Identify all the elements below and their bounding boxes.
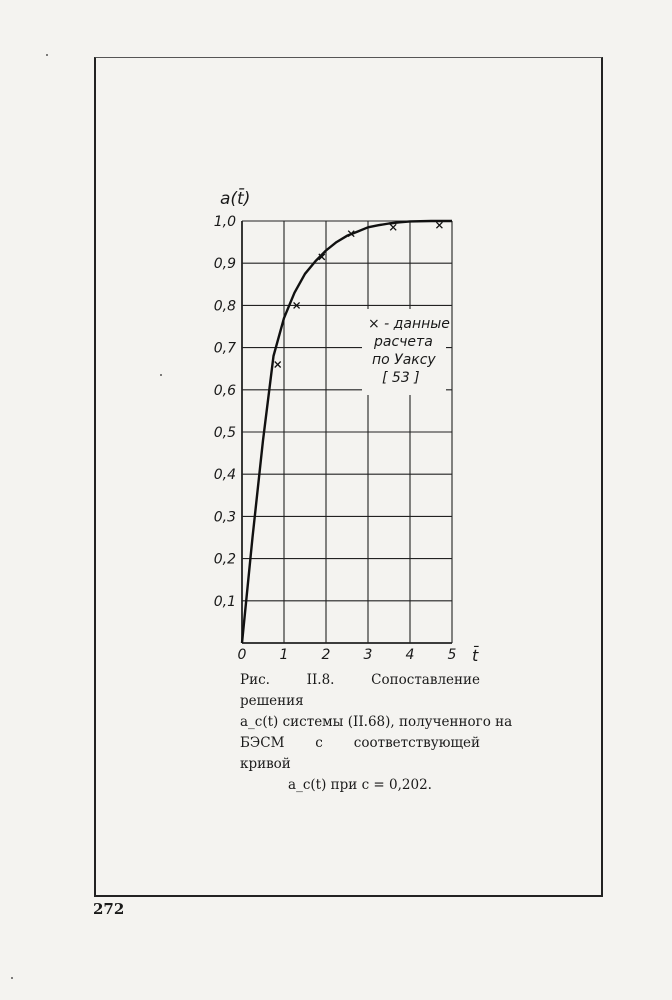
x-tick-label: 0	[237, 647, 247, 663]
legend-line-2: расчета	[374, 334, 433, 350]
y-tick-label: 0,6	[213, 382, 236, 399]
y-tick-label: 0,5	[213, 425, 236, 441]
chart-legend	[362, 309, 450, 395]
speck	[160, 374, 162, 376]
caption-line-2: a_c(t) системы (II.68), полученного на	[240, 714, 513, 730]
legend-line-1: × - данные	[368, 316, 450, 332]
caption-line-3: БЭСМ с соответствующей кривой	[240, 735, 480, 772]
x-axis-label: t̄	[472, 646, 479, 665]
y-tick-label: 0,7	[213, 340, 236, 357]
y-tick-label: 0,4	[213, 467, 236, 484]
y-tick-label: 0,2	[213, 551, 236, 568]
chart-grid	[242, 221, 452, 643]
y-tick-label: 0,1	[213, 593, 236, 610]
y-axis-label: a(t̄)	[220, 189, 251, 209]
data-point-x-marker	[436, 222, 442, 228]
y-tick-label: 1,0	[213, 214, 236, 230]
legend-line-4: [ 53 ]	[382, 370, 420, 386]
x-tick-label: 5	[447, 647, 457, 663]
caption-line-4: a_c(t) при c = 0,202.	[288, 777, 432, 793]
figure-caption	[240, 670, 513, 796]
y-tick-label: 0,9	[213, 256, 236, 273]
x-tick-label: 3	[363, 647, 373, 663]
y-tick-label: 0,8	[213, 298, 236, 315]
caption-line-1: Рис. II.8. Сопоставление решения	[240, 672, 480, 709]
chart-tick-labels	[214, 214, 457, 663]
y-tick-label: 0,3	[213, 509, 236, 526]
legend-line-3: по Уаксу	[372, 352, 436, 368]
data-point-x-marker	[275, 361, 281, 367]
speck	[11, 977, 13, 979]
page-number: 272	[93, 900, 125, 918]
x-tick-label: 2	[321, 647, 331, 663]
x-tick-label: 1	[279, 647, 289, 663]
speck	[46, 54, 48, 56]
x-tick-label: 4	[405, 647, 415, 663]
data-point-x-marker	[390, 224, 396, 230]
